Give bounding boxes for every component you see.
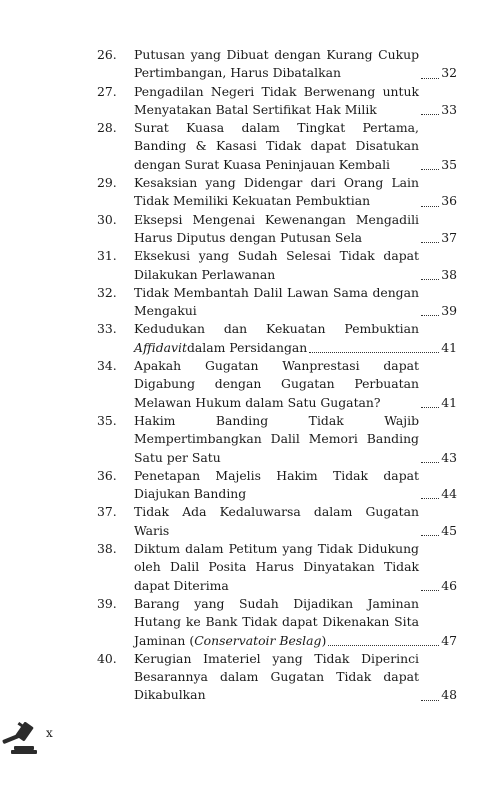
- toc-entry-title: [134, 503, 457, 540]
- toc-entry[interactable]: [97, 467, 457, 504]
- toc-entry-number: 29.: [97, 175, 117, 191]
- toc-entry-title: [134, 83, 457, 120]
- toc-title-part: Kesaksian yang Didengar dari Orang Lain Tidak Memiliki Kekuatan Pembuktian: [134, 175, 419, 209]
- toc-title-part: dalam Persidangan: [186, 339, 308, 355]
- toc-entry-number: 26.: [97, 47, 117, 62]
- table-of-contents: [97, 46, 457, 705]
- toc-entry-title: [134, 46, 457, 83]
- gavel-icon: [0, 722, 40, 756]
- toc-entry[interactable]: [97, 119, 457, 174]
- dot-leader: [421, 590, 439, 591]
- dot-leader: [421, 700, 439, 701]
- toc-entry[interactable]: [97, 412, 457, 467]
- toc-page-number: 37: [441, 229, 457, 245]
- dot-leader: [421, 169, 439, 170]
- toc-title-italic-part: Conservatoir Beslag: [194, 632, 322, 648]
- toc-entry-number: 37.: [97, 504, 117, 520]
- toc-entry[interactable]: [97, 247, 457, 284]
- dot-leader: [421, 407, 439, 408]
- toc-page-number: 41: [441, 394, 457, 410]
- dot-leader: [328, 645, 439, 646]
- toc-entry-title: [134, 412, 457, 467]
- page-number: x: [46, 726, 53, 740]
- toc-title-part: Eksepsi Mengenai Kewenangan Mengadili Harus Diputus dengan Putusan Sela: [134, 211, 419, 245]
- toc-title-part: Putusan yang Dibuat dengan Kurang Cukup Pertimbangan, Harus Dibatalkan: [134, 47, 419, 81]
- toc-page-number: 32: [441, 65, 457, 81]
- toc-title-part: Diktum dalam Petitum yang Tidak Didukung oleh Dalil Posita Harus Dinyatakan Tidak dapat Diterima: [134, 541, 419, 593]
- toc-title-part: Hakim Banding Tidak Wajib Mempertimbangkan Dalil Memori Banding Satu per Satu: [134, 412, 419, 465]
- toc-title-part: Apakah Gugatan Wanprestasi dapat Digabung dengan Gugatan Perbuatan Melawan Hukum dalam Satu Gugatan?: [134, 358, 419, 410]
- toc-page-number: 45: [441, 522, 457, 538]
- dot-leader: [421, 462, 439, 463]
- toc-page-number: 39: [441, 303, 457, 319]
- toc-entry-title: [134, 595, 457, 650]
- toc-title-part: Eksekusi yang Sudah Selesai Tidak dapat Dilakukan Perlawanan: [134, 248, 419, 282]
- toc-page-number: 47: [441, 632, 457, 648]
- toc-entry[interactable]: [97, 83, 457, 120]
- dot-leader: [421, 315, 439, 316]
- toc-entry-title: [134, 540, 457, 595]
- toc-entry[interactable]: [97, 284, 457, 321]
- toc-page-number: 41: [441, 339, 457, 355]
- toc-title-part: Penetapan Majelis Hakim Tidak dapat Diajukan Banding: [134, 467, 419, 502]
- toc-page-number: 44: [441, 486, 457, 502]
- toc-entry-number: 39.: [97, 595, 117, 611]
- dot-leader: [421, 498, 439, 499]
- toc-entry[interactable]: [97, 46, 457, 83]
- toc-entry-number: 33.: [97, 321, 117, 337]
- toc-title-part: ): [321, 632, 327, 648]
- toc-title-part: Kerugian Imateriel yang Tidak Diperinci Besarannya dalam Gugatan Tidak dapat Dikabulkan: [134, 650, 419, 703]
- toc-page-number: 38: [441, 266, 457, 282]
- toc-entry[interactable]: [97, 357, 457, 412]
- toc-entry-number: 40.: [97, 650, 117, 666]
- toc-entry[interactable]: [97, 320, 457, 357]
- toc-entry[interactable]: [97, 174, 457, 211]
- toc-entry-title: [134, 211, 457, 248]
- toc-title-part: Tidak Ada Kedaluwarsa dalam Gugatan Waris: [134, 504, 419, 538]
- toc-title-part: Kedudukan dan Kekuatan Pembuktian: [134, 321, 419, 337]
- toc-entry-number: 38.: [97, 541, 117, 557]
- toc-entry-number: 31.: [97, 248, 117, 264]
- toc-entry-number: 27.: [97, 83, 117, 99]
- toc-title-part: Barang yang Sudah Dijadikan Jaminan Hutang ke Bank Tidak dapat Dikenakan Sita Jaminan (: [134, 595, 419, 648]
- toc-entry[interactable]: [97, 595, 457, 650]
- dot-leader: [421, 242, 439, 243]
- dot-leader: [421, 279, 439, 280]
- toc-page-number: 33: [441, 101, 457, 117]
- toc-entry-number: 35.: [97, 412, 117, 428]
- dot-leader: [309, 352, 439, 353]
- toc-entry-number: 30.: [97, 211, 117, 227]
- toc-entry-title: [134, 320, 457, 357]
- toc-entry[interactable]: [97, 503, 457, 540]
- dot-leader: [421, 114, 439, 115]
- toc-entry-title: [134, 467, 457, 504]
- toc-page-number: 36: [441, 193, 457, 209]
- toc-entry-title: [134, 247, 457, 284]
- toc-entry-title: [134, 284, 457, 321]
- toc-entry-title: [134, 174, 457, 211]
- page-footer: [0, 718, 80, 758]
- toc-page-number: 43: [441, 449, 457, 465]
- toc-entry[interactable]: [97, 211, 457, 248]
- toc-entry-number: 36.: [97, 467, 117, 483]
- dot-leader: [421, 78, 439, 79]
- toc-title-italic-part: Affidavit: [134, 339, 187, 355]
- toc-title-part: Tidak Membantah Dalil Lawan Sama dengan Mengakui: [134, 284, 419, 319]
- toc-page-number: 46: [441, 577, 457, 593]
- toc-entry[interactable]: [97, 650, 457, 705]
- toc-entry-title: [134, 119, 457, 174]
- toc-entry-title: [134, 357, 457, 412]
- toc-entry-number: 32.: [97, 284, 117, 300]
- dot-leader: [421, 535, 439, 536]
- toc-entry-number: 28.: [97, 120, 117, 136]
- toc-page-number: 48: [441, 687, 457, 703]
- toc-title-part: Surat Kuasa dalam Tingkat Pertama, Banding & Kasasi Tidak dapat Disatukan dengan Surat Kuasa Peninjauan Kembali: [134, 120, 419, 172]
- toc-page-number: 35: [441, 156, 457, 172]
- toc-title-part: Pengadilan Negeri Tidak Berwenang untuk Menyatakan Batal Sertifikat Hak Milik: [134, 83, 419, 117]
- dot-leader: [421, 206, 439, 207]
- toc-entry-number: 34.: [97, 358, 117, 374]
- toc-entry-title: [134, 650, 457, 705]
- toc-entry[interactable]: [97, 540, 457, 595]
